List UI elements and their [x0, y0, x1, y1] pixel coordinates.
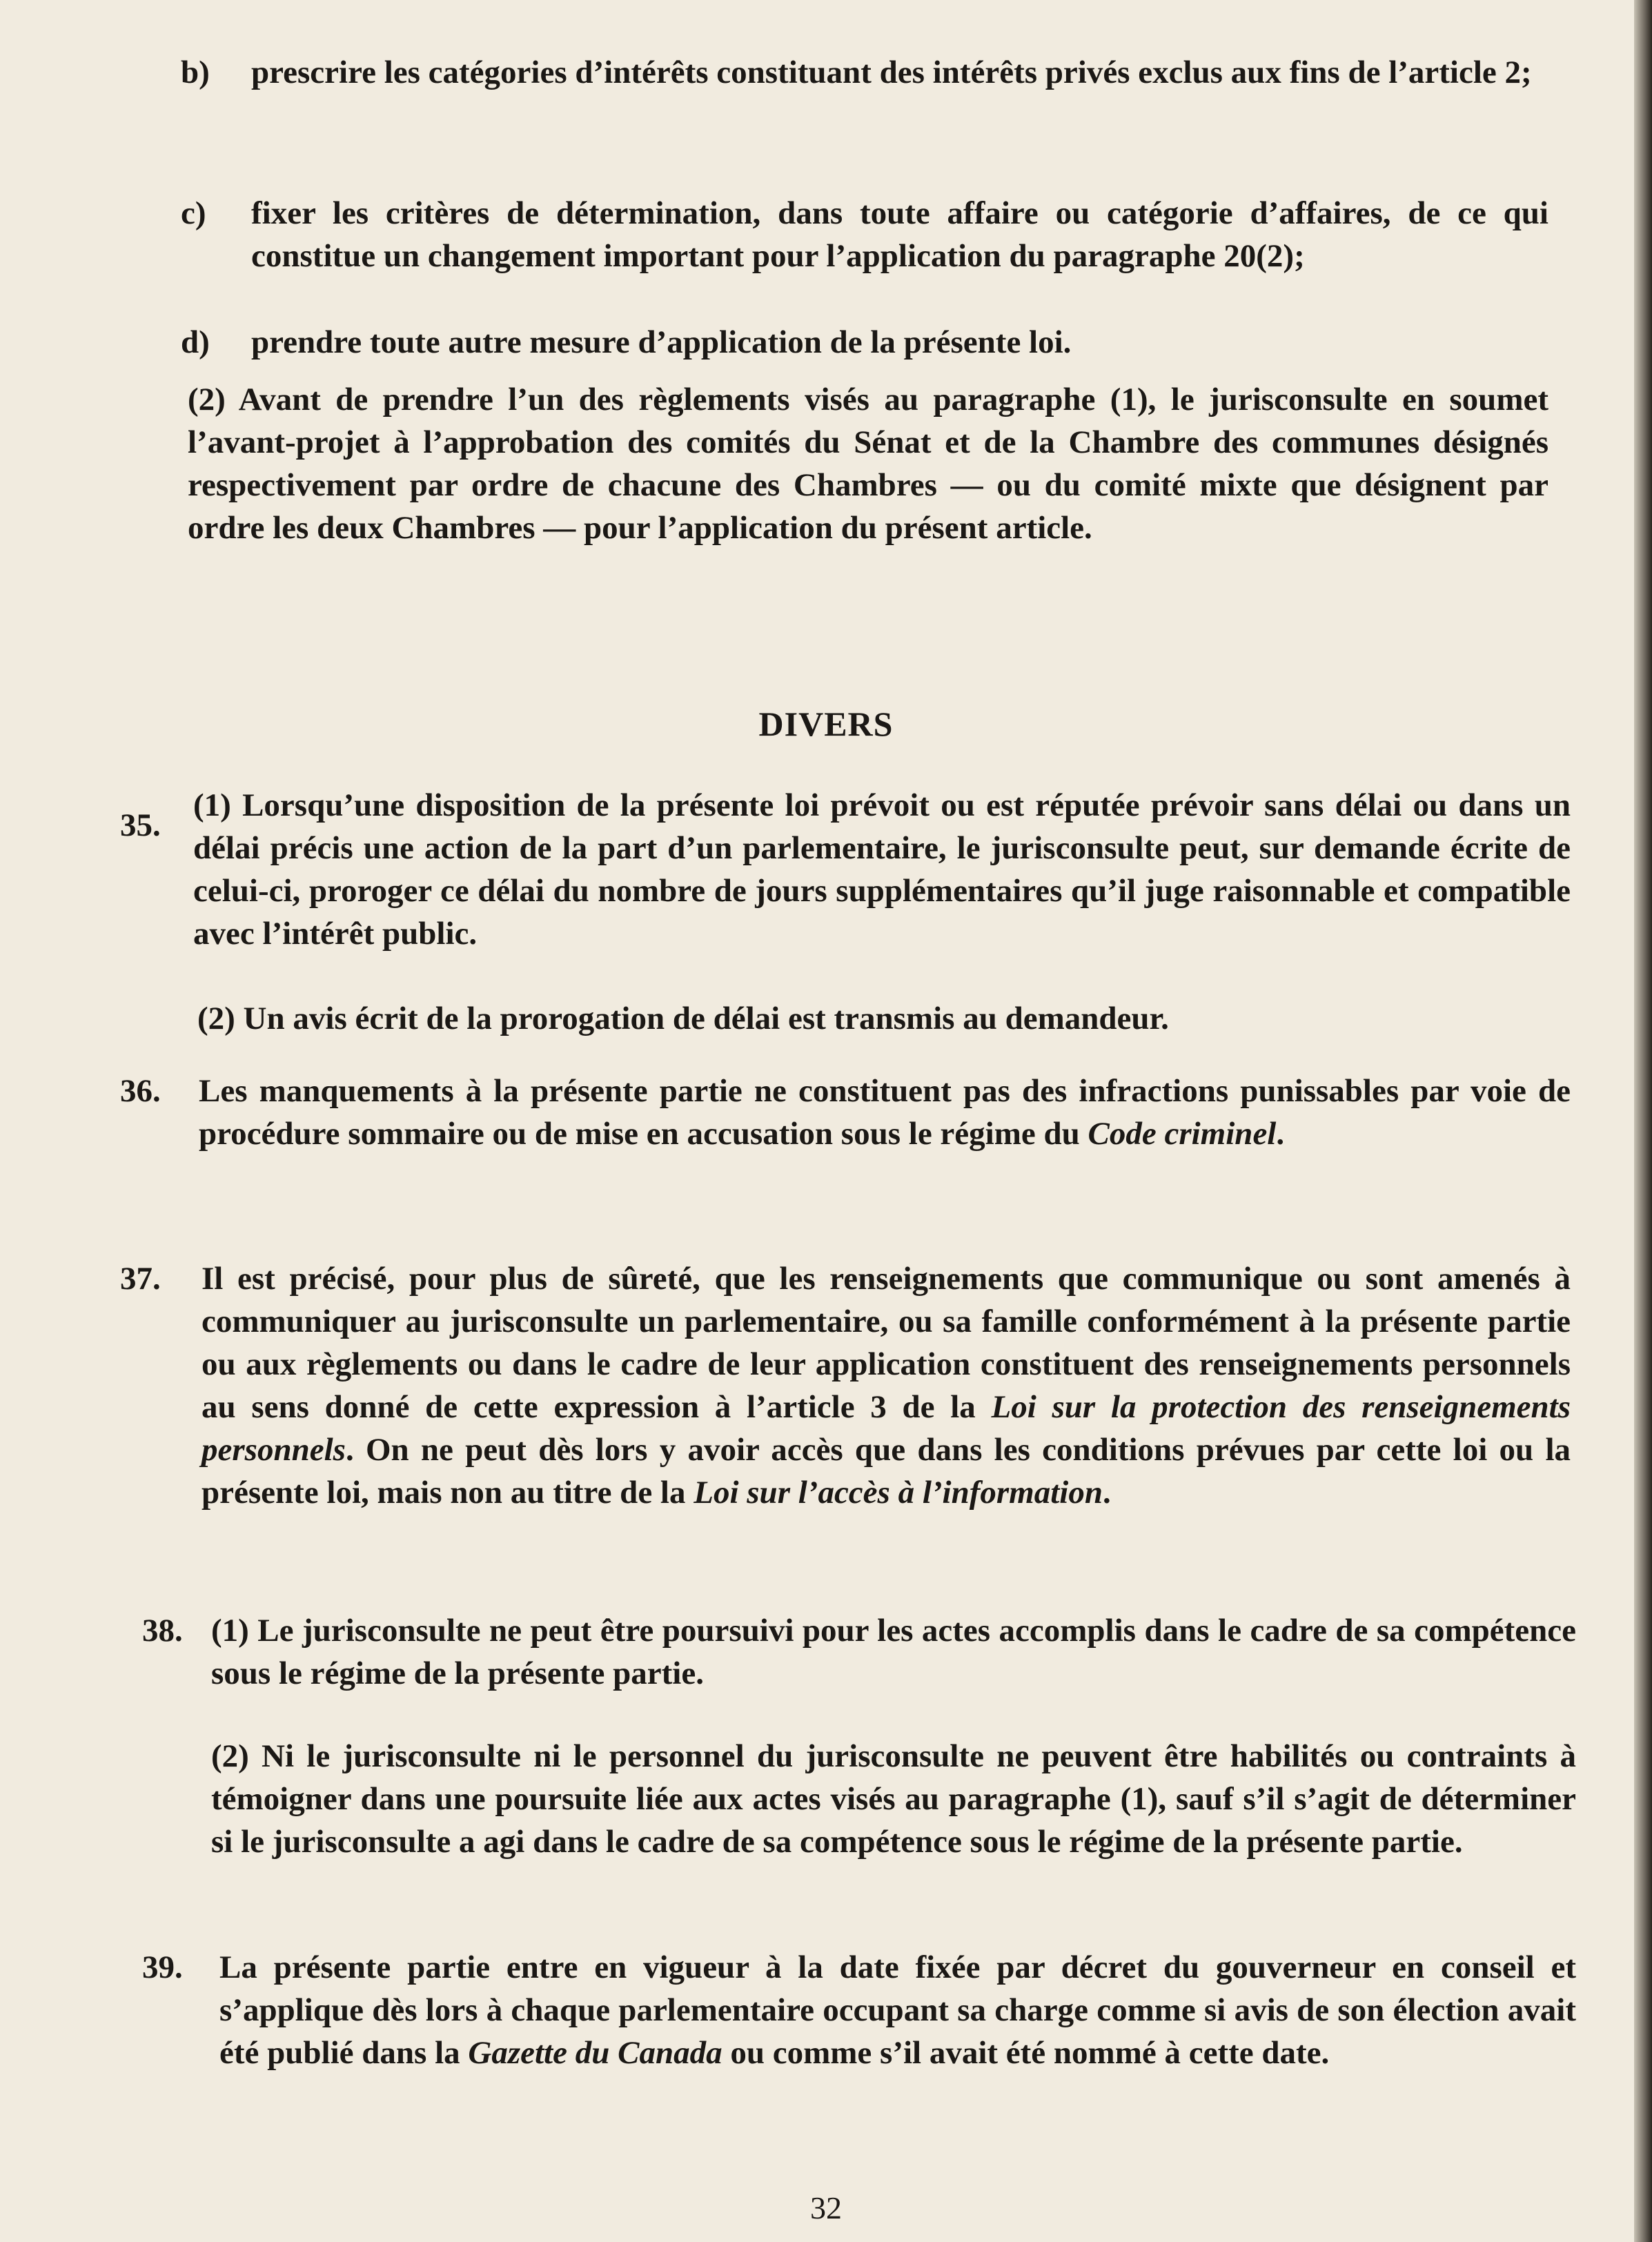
section-37-text-1: Il est précisé, pour plus de sûreté, que les renseignements que communique ou sont amenés à communiquer au jurisconsulte un parlementaire, ou sa famille conformément à la présente partie ou aux règlements ou dans le cadre de leur application constituent des renseignements personnels au sens donné de cette expression à l’article 3 de la — [201, 1261, 1571, 1425]
section-35-p1: (1) Lorsqu’une disposition de la présente loi prévoit ou est réputée prévoir sans délai ou dans un délai précis une action de la part d’un parlementaire, le jurisconsulte peut, sur demande écrite de celui-ci, proroger ce délai du nombre de jours supplémentaires qu’il juge raisonnable et compatible avec l’intérêt public. — [193, 787, 1571, 952]
section-37-text — [201, 1257, 1571, 1514]
section-37-text-2: . On ne peut dès lors y avoir accès que dans les conditions prévues par cette loi ou la présente loi, mais non au titre de la — [201, 1432, 1571, 1511]
section-37-end: . — [1102, 1475, 1111, 1511]
item-c-text: fixer les critères de détermination, dans toute affaire ou catégorie d’affaires, de ce qui constitue un changement important pour l’application du paragraphe 20(2); — [251, 195, 1548, 274]
section-36-italic: Code criminel — [1088, 1116, 1277, 1152]
item-b-text: prescrire les catégories d’intérêts constituant des intérêts privés exclus aux fins de l’article 2; — [251, 55, 1532, 90]
page-edge-shadow — [1634, 0, 1652, 2242]
item-d-text: prendre toute autre mesure d’application de la présente loi. — [251, 324, 1072, 360]
item-c-label: c) — [181, 195, 206, 231]
section-37-italic-2: Loi sur l’accès à l’information — [694, 1475, 1103, 1511]
section-37-number: 37. — [120, 1261, 161, 1297]
section-39-text — [219, 1946, 1576, 2074]
section-38-p2: (2) Ni le jurisconsulte ni le personnel du jurisconsulte ne peuvent être habilités ou contraints à témoigner dans une poursuite liée aux actes visés au paragraphe (1), sauf s’il s’agit de déterminer si le jurisconsulte a agi dans le cadre de sa compétence sous le régime de la présente partie. — [211, 1738, 1576, 1860]
section-39-italic: Gazette du Canada — [468, 2035, 722, 2071]
section-35-number: 35. — [120, 807, 161, 843]
section-36-number: 36. — [120, 1073, 161, 1109]
section-36-end: . — [1276, 1116, 1285, 1152]
item-b-label: b) — [181, 55, 210, 90]
section-36-text-main: Les manquements à la présente partie ne constituent pas des infractions punissables par voie de procédure sommaire ou de mise en accusation sous le régime du — [199, 1073, 1571, 1152]
section-36-text — [199, 1070, 1571, 1155]
section-39-text-1: La présente partie entre en vigueur à la date fixée par décret du gouverneur en conseil et s’applique dès lors à chaque parlementaire occupant sa charge comme si avis de son élection avait été publié dans la — [219, 1949, 1576, 2071]
section-39-number: 39. — [142, 1949, 183, 1985]
section-heading: DIVERS — [758, 705, 894, 743]
page-number: 32 — [810, 2190, 842, 2225]
subsection-2-text: (2) Avant de prendre l’un des règlements visés au paragraphe (1), le jurisconsulte en soumet l’avant-projet à l’approbation des comités du Sénat et de la Chambre des communes désignés respectivement par ordre de chacune des Chambres — ou du comité mixte que désignent par ordre les deux Chambres — pour l’application du présent article. — [188, 382, 1548, 546]
section-38-p1: (1) Le jurisconsulte ne peut être poursuivi pour les actes accomplis dans le cadre de sa compétence sous le régime de la présente partie. — [211, 1613, 1576, 1691]
section-38-number: 38. — [142, 1613, 183, 1649]
section-37-italic-1: Loi sur la protection des renseignements personnels — [201, 1389, 1571, 1468]
item-d-label: d) — [181, 324, 210, 360]
section-39-text-2: ou comme s’il avait été nommé à cette date. — [722, 2035, 1330, 2071]
section-35-p2: (2) Un avis écrit de la prorogation de délai est transmis au demandeur. — [197, 1001, 1169, 1036]
